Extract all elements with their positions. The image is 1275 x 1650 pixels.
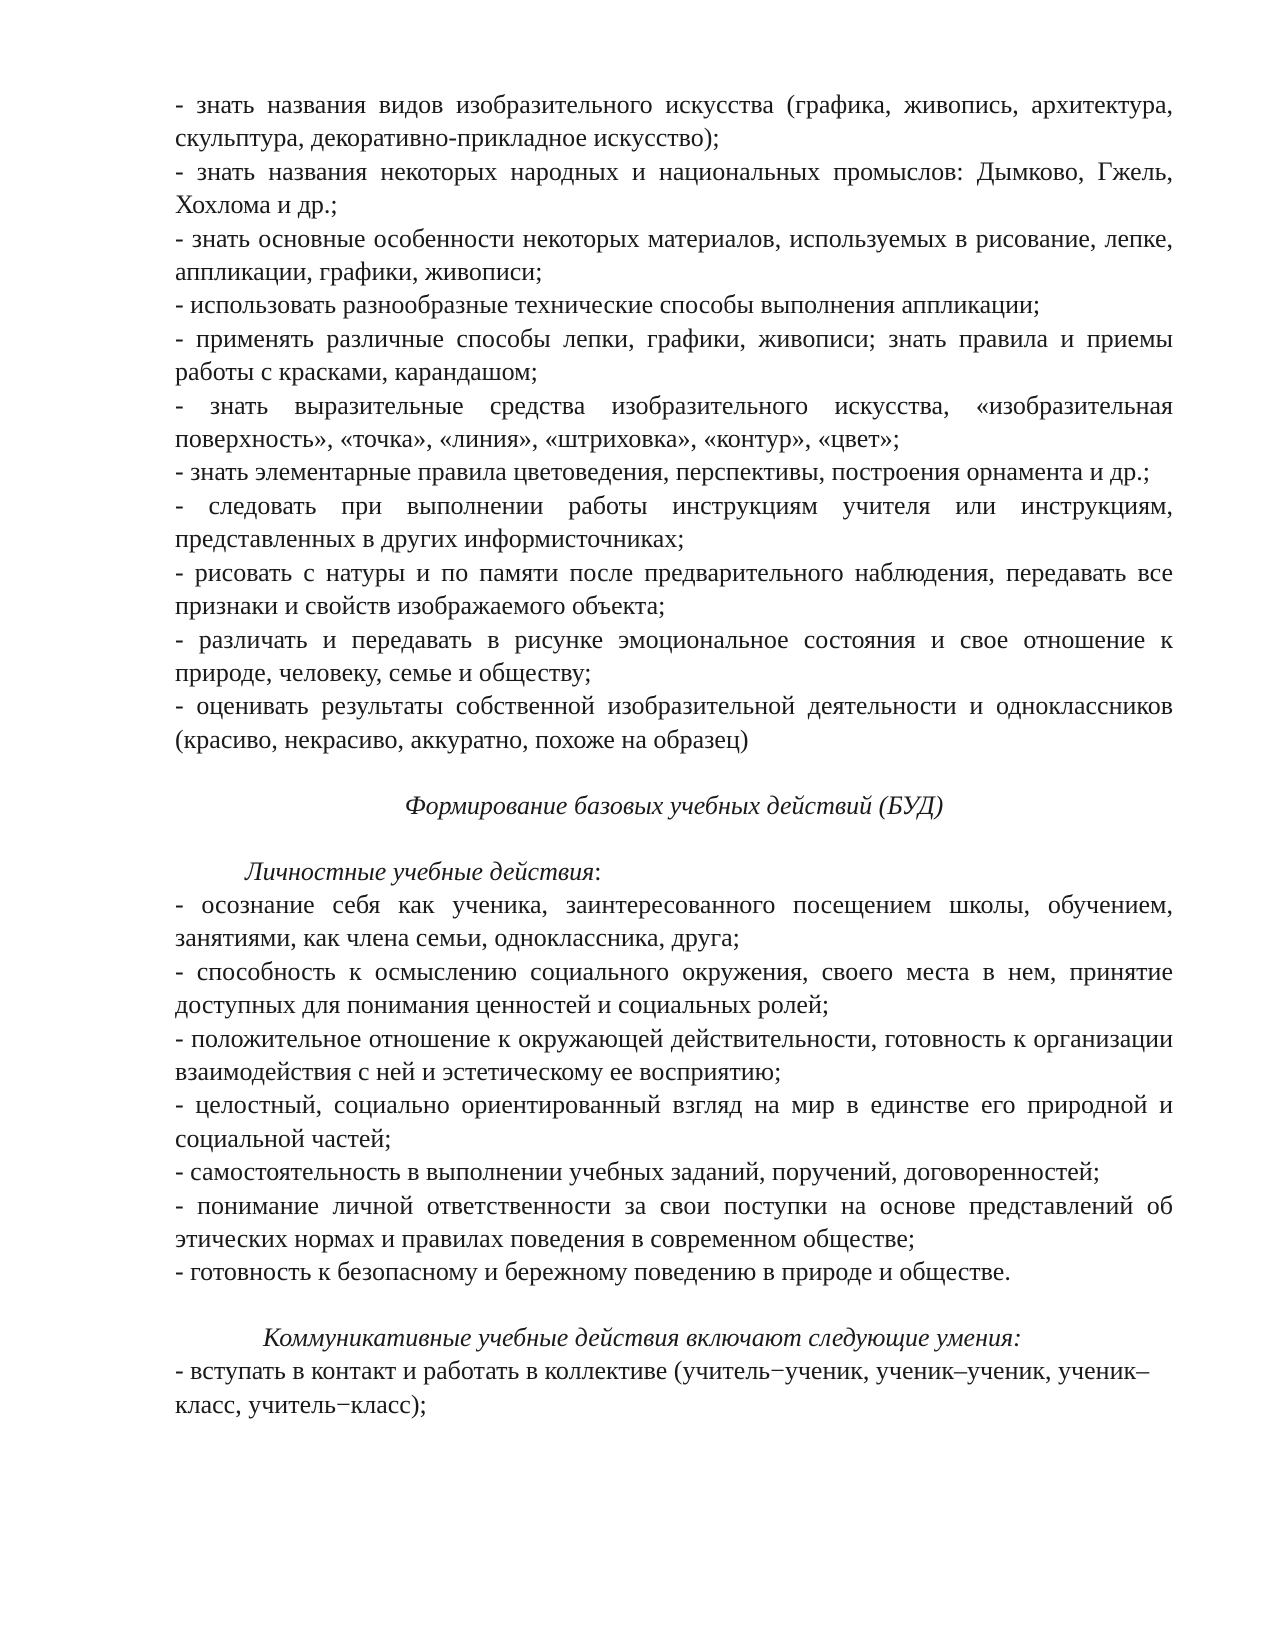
list-item: - следовать при выполнении работы инструкциям учителя или инструкциям, представленных в других информисточниках; [175, 490, 1173, 554]
document-page [175, 88, 1173, 1421]
list-item: - применять различные способы лепки, графики, живописи; знать правила и приемы работы с красками, карандашом; [175, 323, 1173, 387]
list-item: - вступать в контакт и работать в коллективе (учитель−ученик, ученик–ученик, ученик–класс, учитель−класс); [175, 1356, 1150, 1419]
list-item: - знать выразительные средства изобразительного искусства, «изобразительная поверхность», «точка», «линия», «штриховка», «контур», «цвет»; [175, 390, 1173, 454]
list-item: - оценивать результаты собственной изобразительной деятельности и одноклассников (красиво, некрасиво, аккуратно, похоже на образец) [175, 691, 1173, 754]
list-item: - способность к осмыслению социального окружения, своего места в нем, принятие доступных для понимания ценностей и социальных ролей; [175, 956, 1173, 1020]
personal-actions-heading [175, 855, 1173, 888]
personal-actions-heading-text: Личностные учебные действия [245, 856, 595, 886]
list-item: - готовность к безопасному и бережному поведению в природе и обществе. [175, 1257, 1011, 1287]
list-item: - знать названия видов изобразительного искусства (графика, живопись, архитектура, скульптура, декоративно-прикладное искусство); [175, 90, 1173, 153]
list-item: - осознание себя как ученика, заинтересованного посещением школы, обучением, занятиями, как члена семьи, одноклассника, друга; [175, 889, 1173, 953]
list-item: - использовать разнообразные технические способы выполнения аппликации; [175, 290, 1041, 320]
list-item: - знать основные особенности некоторых материалов, используемых в рисование, лепке, аппликации, графики, живописи; [175, 223, 1173, 287]
list-item: - знать элементарные правила цветоведения, перспективы, построения орнамента и др.; [175, 457, 1150, 487]
list-item: - понимание личной ответственности за свои поступки на основе представлений об этических нормах и правилах поведения в современном обществе; [175, 1190, 1173, 1253]
list-item: - целостный, социально ориентированный взгляд на мир в единстве его природной и социальной частей; [175, 1090, 1173, 1153]
list-item: - положительное отношение к окружающей действительности, готовность к организации взаимодействия с ней и эстетическому ее восприятию; [175, 1023, 1173, 1086]
list-item: - знать названия некоторых народных и национальных промыслов: Дымково, Гжель, Хохлома и др.; [175, 156, 1173, 220]
list-item: - различать и передавать в рисунке эмоциональное состояния и свое отношение к природе, человеку, семье и обществу; [175, 624, 1173, 687]
list-item: - самостоятельность в выполнении учебных заданий, поручений, договоренностей; [175, 1157, 1100, 1187]
communicative-actions-heading: Коммуникативные учебные действия включают следующие умения: [263, 1322, 1022, 1352]
section-heading: Формирование базовых учебных действий (БУД) [404, 791, 944, 821]
list-item: - рисовать с натуры и по памяти после предварительного наблюдения, передавать все признаки и свойств изображаемого объекта; [175, 557, 1173, 621]
personal-actions-heading-colon: : [594, 856, 602, 886]
